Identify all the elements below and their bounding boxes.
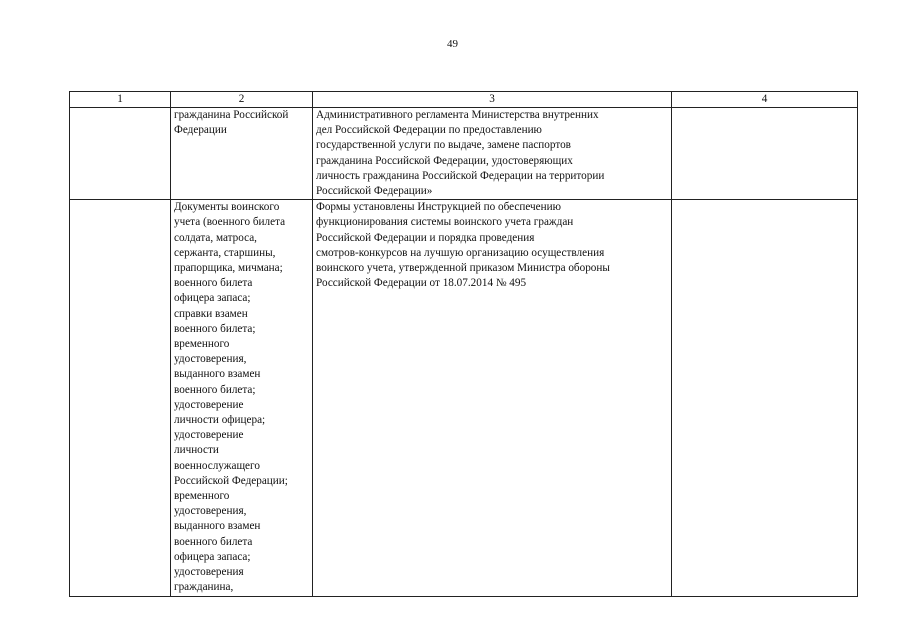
table-cell	[672, 108, 858, 200]
header-cell-2: 2	[171, 92, 313, 108]
table-row	[70, 200, 858, 596]
table-cell	[313, 108, 672, 200]
table-cell	[672, 200, 858, 596]
cell-text: Документы воинского учета (военного билета солдата, матроса, сержанта, старшины, прапорщика, мичмана; военного билета офицера запаса; справки взамен военного билета; временного удостоверения, выданного взамен военного билета; удостоверение личности офицера; удостоверение личности военнослужащего Российской Федерации; временного удостоверения, выданного взамен военного билета офицера запаса; удостоверения гражданина,	[174, 201, 288, 594]
document-table	[69, 91, 858, 597]
table-cell	[171, 108, 313, 200]
table-cell	[313, 200, 672, 596]
table-header-row	[70, 92, 858, 108]
header-cell-1: 1	[70, 92, 171, 108]
table-cell	[171, 200, 313, 596]
table-cell	[70, 200, 171, 596]
cell-text: гражданина Российской Федерации	[174, 109, 289, 137]
table-row	[70, 108, 858, 200]
cell-text: Административного регламента Министерства внутренних дел Российской Федерации по предоставлению государственной услуги по выдаче, замене паспортов гражданина Российской Федерации, удостоверяющих личность гражданина Российской Федерации на территории Российской Федерации»	[316, 109, 605, 198]
header-cell-4: 4	[672, 92, 858, 108]
table-cell	[70, 108, 171, 200]
cell-text: Формы установлены Инструкцией по обеспечению функционирования системы воинского учета граждан Российской Федерации и порядка проведения смотров-конкурсов на лучшую организацию осуществления воинского учета, утвержденной приказом Министра обороны Российской Федерации от 18.07.2014 № 495	[316, 201, 610, 290]
page-number: 49	[447, 38, 458, 50]
header-cell-3: 3	[313, 92, 672, 108]
